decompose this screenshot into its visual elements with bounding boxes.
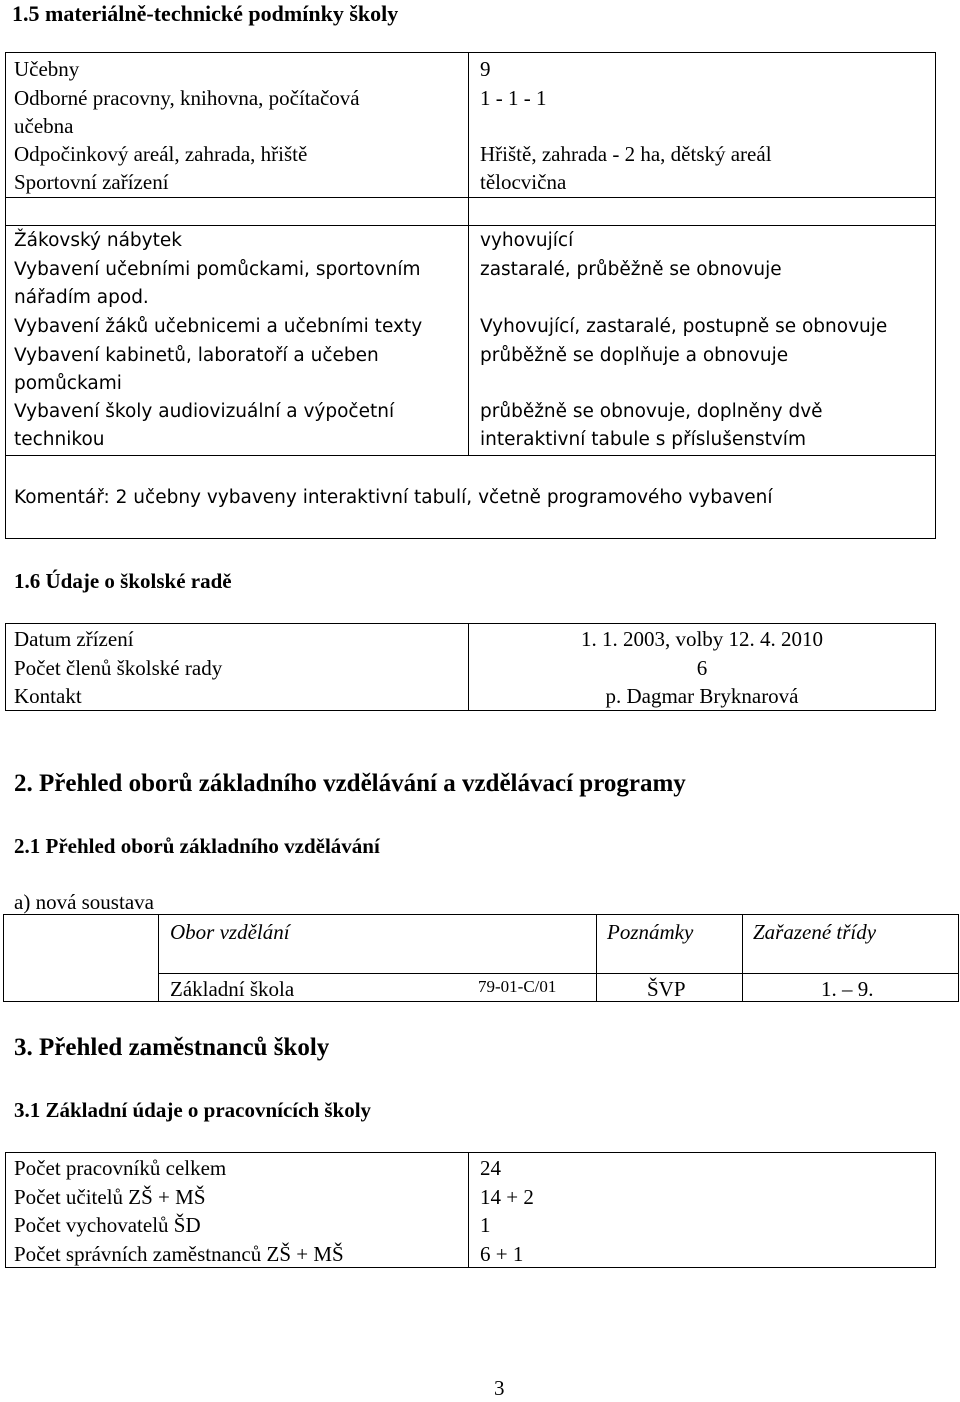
field-code: 79-01-C/01 [478,977,557,996]
staff-total-label: Počet pracovníků celkem [14,1156,227,1180]
student-furniture-value: vyhovující [480,230,574,251]
av-technology-value-line2: interaktivní tabule s příslušenstvím [480,429,806,450]
header-notes: Poznámky [607,920,694,944]
cabinets-value: průběžně se doplňuje a obnovuje [480,345,789,366]
section-2-heading: 2. Přehled oborů základního vzdělávání a vzdělávací programy [14,770,686,797]
board-members-label: Počet členů školské rady [14,656,223,680]
teaching-aids-label-line2: nářadím apod. [14,287,149,308]
workrooms-value: 1 - 1 - 1 [480,86,547,110]
textbooks-value: Vyhovující, zastaralé, postupně se obnovuje [480,316,888,337]
new-system-label: a) nová soustava [14,890,154,914]
textbooks-label: Vybavení žáků učebnicemi a učebními texty [14,316,423,337]
sports-facilities-value: tělocvična [480,170,567,194]
av-technology-label-line1: Vybavení školy audiovizuální a výpočetní [14,401,395,422]
staff-total-value: 24 [480,1156,501,1180]
teachers-value: 14 + 2 [480,1185,534,1209]
cabinets-label-line2: pomůckami [14,373,122,394]
header-field-of-education: Obor vzdělání [170,920,290,944]
classrooms-label: Učebny [14,57,80,81]
leisure-area-label: Odpočinkový areál, zahrada, hřiště [14,142,308,166]
av-technology-label-line2: technikou [14,429,105,450]
teaching-aids-label-line1: Vybavení učebními pomůckami, sportovním [14,259,421,280]
section-1-6-heading: 1.6 Údaje o školské radě [14,569,232,593]
admin-staff-value: 6 + 1 [480,1242,524,1266]
cabinets-label-line1: Vybavení kabinetů, laboratoří a učeben [14,345,379,366]
workrooms-label-line2: učebna [14,114,74,138]
contact-label: Kontakt [14,684,82,708]
equipment-comment: Komentář: 2 učebny vybaveny interaktivní tabulí, včetně programového vybavení [14,487,773,508]
field-name: Základní škola [170,977,295,1001]
admin-staff-label: Počet správních zaměstnanců ZŠ + MŠ [14,1242,344,1266]
av-technology-value-line1: průběžně se obnovuje, doplněny dvě [480,401,823,422]
leisure-area-value: Hřiště, zahrada - 2 ha, dětský areál [480,142,772,166]
sports-facilities-label: Sportovní zařízení [14,170,169,194]
section-2-1-heading: 2.1 Přehled oborů základního vzdělávání [14,834,380,858]
classrooms-value: 9 [480,57,491,81]
contact-value: p. Dagmar Bryknarová [605,684,799,708]
student-furniture-label: Žákovský nábytek [14,230,182,251]
teaching-aids-value: zastaralé, průběžně se obnovuje [480,259,782,280]
section-1-5-heading: 1.5 materiálně-technické podmínky školy [12,1,399,26]
field-notes: ŠVP [647,977,686,1001]
workrooms-label-line1: Odborné pracovny, knihovna, počítačová [14,86,360,110]
section-3-heading: 3. Přehled zaměstnanců školy [14,1034,330,1061]
field-classes: 1. – 9. [821,977,874,1001]
header-assigned-classes: Zařazené třídy [753,920,877,944]
educators-label: Počet vychovatelů ŠD [14,1213,201,1237]
section-3-1-heading: 3.1 Základní údaje o pracovnících školy [14,1098,372,1122]
educators-value: 1 [480,1213,491,1237]
founding-date-value: 1. 1. 2003, volby 12. 4. 2010 [580,627,824,651]
page-number: 3 [494,1376,505,1400]
founding-date-label: Datum zřízení [14,627,134,651]
teachers-label: Počet učitelů ZŠ + MŠ [14,1185,206,1209]
board-members-value: 6 [696,656,708,680]
